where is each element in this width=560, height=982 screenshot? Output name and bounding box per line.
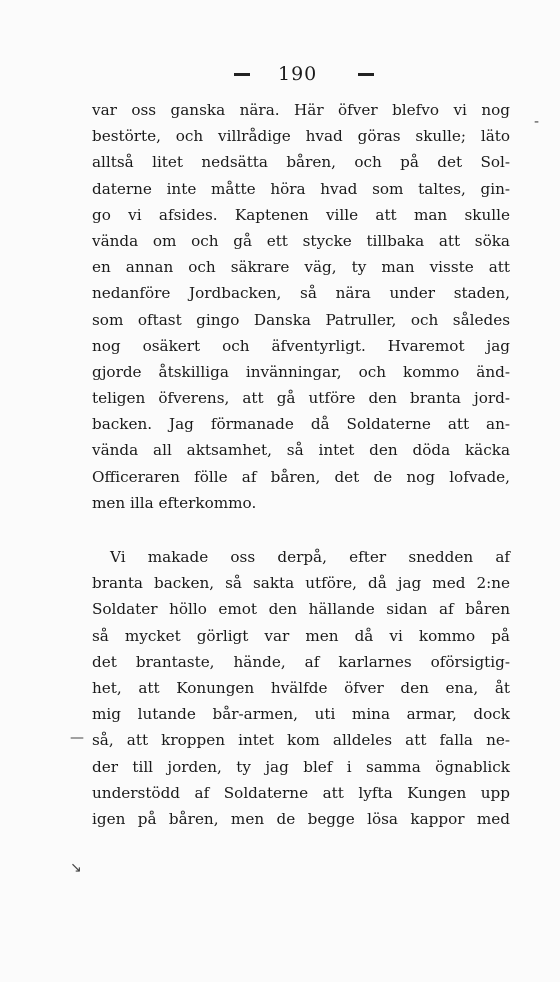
text-line: gjorde åtskilliga invänningar, och kommo änd-: [92, 362, 510, 381]
text-line: Vi makade oss derpå, efter snedden af: [110, 548, 510, 566]
text-line: vända om och gå ett stycke tillbaka att söka: [92, 231, 510, 250]
text-line: så, att kroppen intet kom alldeles att falla ne-: [92, 731, 510, 750]
text-line: var oss ganska nära. Här öfver blefvo vi nog: [92, 101, 510, 119]
text-line: Soldater höllo emot den hällande sidan af båren: [92, 600, 510, 619]
text-line: der till jorden, ty jag blef i samma ögnablick: [92, 757, 510, 776]
text-line: understödd af Soldaterne att lyfta Kungen upp: [92, 783, 510, 802]
text-line: men illa efterkommo.: [92, 493, 257, 512]
paragraph-1: [92, 97, 510, 516]
header-dash-right: [358, 73, 374, 76]
text-line: igen på båren, men de begge lösa kappor med: [92, 809, 510, 828]
text-line: så mycket görligt var men då vi kommo på: [92, 626, 510, 645]
text-line: daterne inte måtte höra hvad som taltes, gin-: [92, 179, 510, 198]
text-line: branta backen, så sakta utföre, då jag med 2:ne: [92, 574, 510, 593]
text-line: vända all aktsamhet, så intet den döda käcka: [92, 441, 510, 460]
page-number: 190: [278, 63, 318, 85]
paragraph-2: [92, 544, 510, 832]
text-line: det brantaste, hände, af karlarnes oförsigtig-: [92, 652, 510, 671]
header-dash-left: [234, 73, 250, 76]
text-line: Officeraren fölle af båren, det de nog lofvade,: [92, 467, 510, 486]
margin-dash: —: [70, 730, 84, 746]
text-line: backen. Jag förmanade då Soldaterne att an-: [92, 415, 510, 434]
text-line: bestörte, och villrådige hvad göras skulle; läto: [92, 127, 510, 146]
text-line: nedanföre Jordbacken, så nära under staden,: [92, 284, 510, 303]
text-line: mig lutande bår-armen, uti mina armar, dock: [92, 705, 510, 724]
text-line: go vi afsides. Kaptenen ville att man skulle: [92, 205, 510, 224]
margin-speck: ↘: [70, 860, 82, 876]
text-line: nog osäkert och äfventyrligt. Hvaremot jag: [92, 336, 510, 355]
text-line: som oftast gingo Danska Patruller, och således: [92, 310, 510, 329]
text-line: het, att Konungen hvälfde öfver den ena, åt: [92, 678, 510, 697]
text-line: alltså litet nedsätta båren, och på det Sol-: [92, 153, 510, 172]
text-line: en annan och säkrare väg, ty man visste att: [92, 258, 510, 277]
page-header: [0, 62, 560, 86]
margin-speck: -: [534, 114, 540, 130]
text-line: teligen öfverens, att gå utföre den branta jord-: [92, 389, 510, 408]
